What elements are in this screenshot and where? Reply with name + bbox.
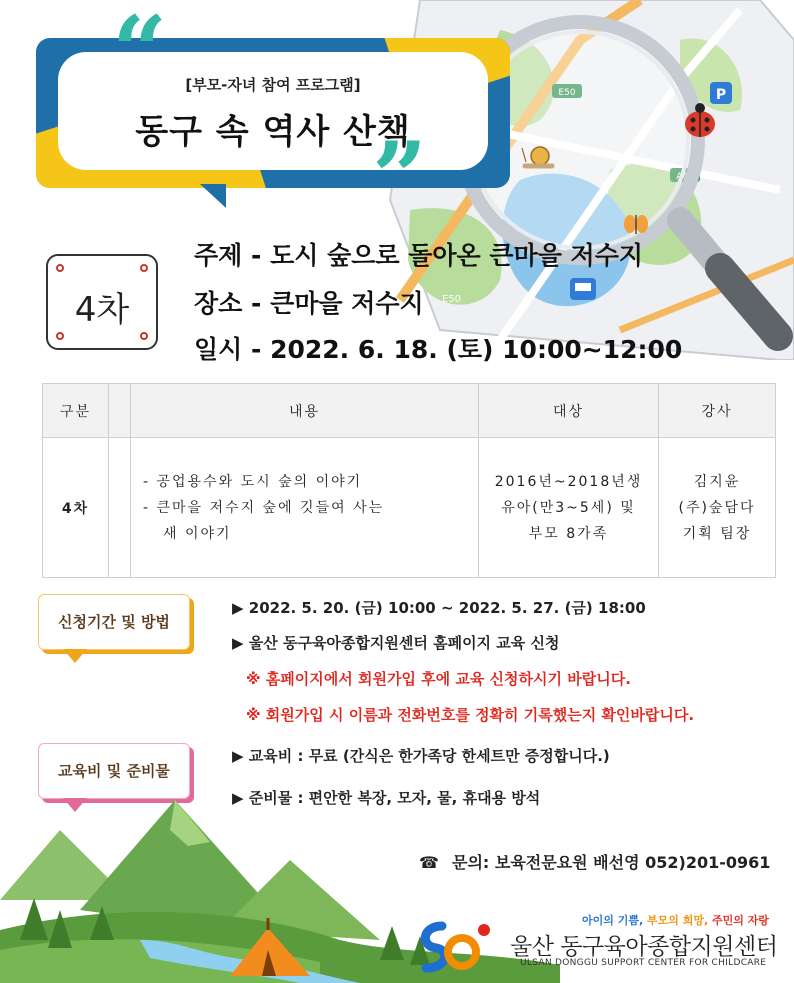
header-blank (109, 384, 131, 438)
table-header-row (43, 384, 776, 438)
close-quote-icon: ” (372, 121, 428, 234)
topic-line: 주제 - 도시 숲으로 돌아온 큰마을 저수지 (194, 241, 643, 270)
telephone-icon: ☎ (419, 853, 439, 872)
header-category: 구분 (43, 384, 109, 438)
parking-sign: P (715, 87, 727, 103)
cell-instructor (659, 438, 776, 578)
instructor-line: 기획 팀장 (682, 525, 752, 542)
table-row (43, 438, 776, 578)
application-method: ▶ 울산 동구육아종합지원센터 홈페이지 교육 신청 (232, 634, 560, 652)
fee-line: ▶ 교육비 : 무료 (간식은 한가족당 한세트만 증정합니다.) (232, 747, 610, 765)
materials-line: ▶ 준비물 : 편안한 복장, 모자, 물, 휴대용 방석 (232, 789, 541, 807)
pin-dot (140, 264, 148, 272)
program-table (42, 383, 775, 578)
cell-content (131, 438, 479, 578)
instructor-line: (주)숲담다 (678, 499, 756, 516)
header-instructor: 강사 (659, 384, 776, 438)
program-subtitle: [부모-자녀 참여 프로그램] (185, 76, 361, 94)
butterfly-icon (624, 215, 648, 234)
application-period: ▶ 2022. 5. 20. (금) 10:00 ~ 2022. 5. 27. (금) 18:00 (232, 599, 646, 617)
content-item: - 큰마을 저수지 숲에 깃들여 사는 (143, 499, 385, 516)
pin-dot (56, 264, 64, 272)
slogan-part: 주민의 자랑 (711, 914, 769, 927)
application-tag (38, 594, 190, 650)
place-line: 장소 - 큰마을 저수지 (194, 289, 424, 318)
pin-dot (56, 332, 64, 340)
datetime-line: 일시 - 2022. 6. 18. (토) 10:00~12:00 (194, 335, 683, 364)
center-name: 울산 동구육아종합지원센터 (510, 934, 778, 960)
contact-text: 문의: 보육전문요원 배선영 052)201-0961 (452, 853, 771, 872)
application-note: ※ 회원가입 시 이름과 전화번호를 정확히 기록했는지 확인바랍니다. (246, 706, 695, 724)
center-slogan (582, 912, 769, 928)
round-badge-label: 4차 (74, 290, 130, 330)
header-content: 내용 (131, 384, 479, 438)
banner-tail (200, 184, 226, 208)
content-item: 새 이야기 (163, 525, 232, 542)
center-logo-icon (412, 916, 492, 976)
content-item: - 공업용수와 도시 숲의 이야기 (143, 473, 363, 490)
target-line: 유아(만3~5세) 및 (501, 499, 636, 516)
program-title: 동구 속 역사 산책 (135, 112, 411, 152)
slogan-part: 부모의 희망, (646, 914, 709, 927)
cell-blank (109, 438, 131, 578)
application-tag-label: 신청기간 및 방법 (58, 613, 170, 631)
header-target: 대상 (479, 384, 659, 438)
instructor-line: 김지윤 (693, 473, 741, 490)
round-badge (46, 254, 158, 350)
application-note: ※ 홈페이지에서 회원가입 후에 교육 신청하시기 바랍니다. (246, 670, 631, 688)
target-line: 부모 8가족 (528, 525, 609, 542)
slogan-part: 아이의 기쁨, (582, 914, 644, 927)
center-name-english: ULSAN DONGGU SUPPORT CENTER FOR CHILDCARE (520, 958, 767, 968)
fee-tag-label: 교육비 및 준비물 (58, 762, 170, 780)
target-line: 2016년~2018년생 (494, 473, 643, 490)
cell-target (479, 438, 659, 578)
map-road-label: E50 (442, 294, 462, 305)
pin-dot (140, 332, 148, 340)
cell-round: 4차 (43, 438, 109, 578)
open-quote-icon: “ (112, 0, 168, 108)
